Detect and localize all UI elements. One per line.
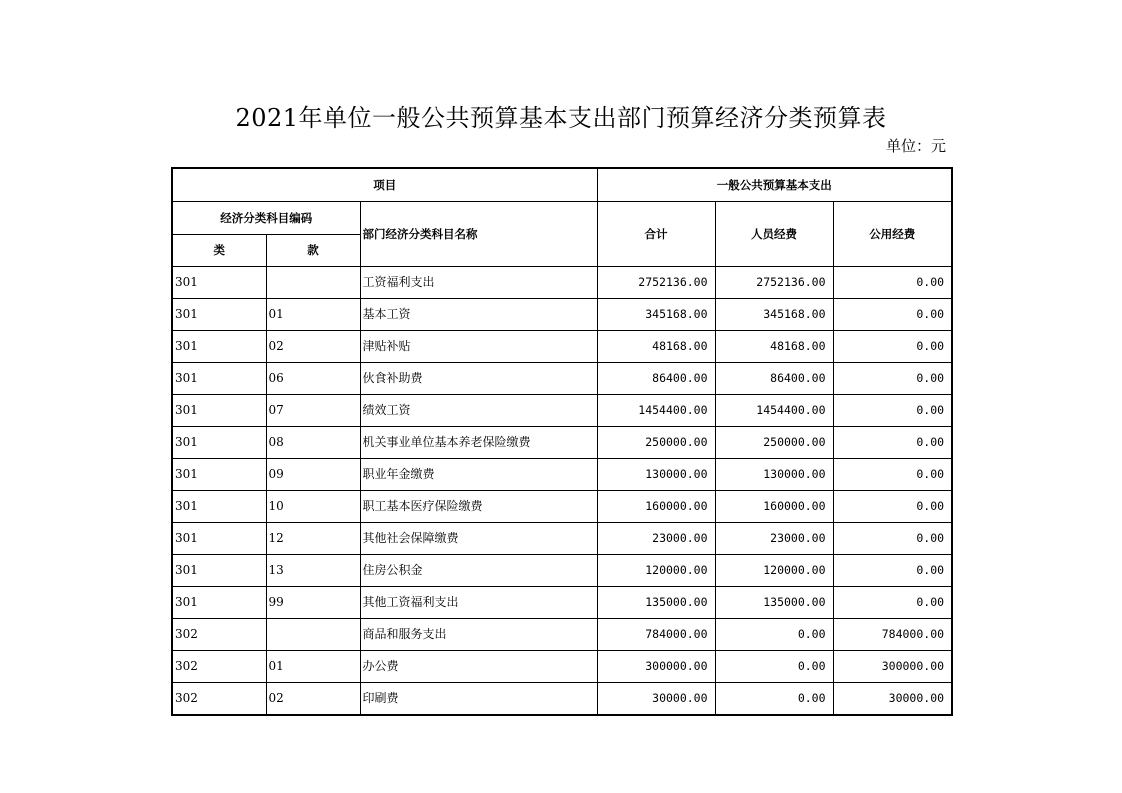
budget-table: [171, 167, 953, 716]
cell-name: 商品和服务支出: [360, 618, 597, 650]
cell-name: 工资福利支出: [360, 266, 597, 298]
table-row: [172, 426, 952, 458]
cell-item: 12: [266, 522, 360, 554]
header-personnel: 人员经费: [715, 201, 833, 266]
table-row: [172, 298, 952, 330]
header-econ-code: 经济分类科目编码: [172, 201, 360, 234]
header-public-funds: 公用经费: [833, 201, 952, 266]
cell-item: 02: [266, 682, 360, 715]
table-row: [172, 522, 952, 554]
cell-public: 0.00: [833, 394, 952, 426]
cell-public: 0.00: [833, 266, 952, 298]
cell-public: 784000.00: [833, 618, 952, 650]
table-row: [172, 650, 952, 682]
cell-name: 办公费: [360, 650, 597, 682]
cell-public: 300000.00: [833, 650, 952, 682]
cell-item: 08: [266, 426, 360, 458]
cell-item: 02: [266, 330, 360, 362]
cell-name: 其他社会保障缴费: [360, 522, 597, 554]
cell-personnel: 2752136.00: [715, 266, 833, 298]
cell-category: 301: [172, 266, 266, 298]
page-title: 2021年单位一般公共预算基本支出部门预算经济分类预算表: [235, 104, 887, 132]
cell-public: 0.00: [833, 362, 952, 394]
cell-public: 30000.00: [833, 682, 952, 715]
cell-item: [266, 266, 360, 298]
cell-personnel: 48168.00: [715, 330, 833, 362]
unit-label: 单位：元: [885, 137, 946, 155]
cell-public: 0.00: [833, 490, 952, 522]
cell-personnel: 130000.00: [715, 458, 833, 490]
cell-item: 09: [266, 458, 360, 490]
cell-personnel: 135000.00: [715, 586, 833, 618]
cell-total: 135000.00: [597, 586, 715, 618]
cell-public: 0.00: [833, 554, 952, 586]
cell-personnel: 0.00: [715, 682, 833, 715]
cell-category: 301: [172, 394, 266, 426]
cell-total: 300000.00: [597, 650, 715, 682]
cell-name: 住房公积金: [360, 554, 597, 586]
header-total: 合计: [597, 201, 715, 266]
table-row: [172, 394, 952, 426]
cell-total: 130000.00: [597, 458, 715, 490]
cell-name: 机关事业单位基本养老保险缴费: [360, 426, 597, 458]
cell-item: 01: [266, 650, 360, 682]
cell-personnel: 1454400.00: [715, 394, 833, 426]
header-item: 款: [266, 234, 360, 266]
cell-category: 302: [172, 650, 266, 682]
cell-total: 250000.00: [597, 426, 715, 458]
cell-public: 0.00: [833, 586, 952, 618]
cell-name: 津贴补贴: [360, 330, 597, 362]
cell-item: 99: [266, 586, 360, 618]
cell-personnel: 250000.00: [715, 426, 833, 458]
cell-item: 07: [266, 394, 360, 426]
cell-total: 1454400.00: [597, 394, 715, 426]
cell-category: 301: [172, 458, 266, 490]
cell-total: 120000.00: [597, 554, 715, 586]
table-row: [172, 458, 952, 490]
cell-personnel: 0.00: [715, 618, 833, 650]
cell-total: 86400.00: [597, 362, 715, 394]
cell-name: 其他工资福利支出: [360, 586, 597, 618]
cell-total: 784000.00: [597, 618, 715, 650]
header-dept-econ-name: 部门经济分类科目名称: [360, 201, 597, 266]
cell-item: 10: [266, 490, 360, 522]
cell-public: 0.00: [833, 522, 952, 554]
cell-category: 301: [172, 586, 266, 618]
cell-name: 职工基本医疗保险缴费: [360, 490, 597, 522]
header-general-budget: 一般公共预算基本支出: [597, 168, 952, 201]
cell-public: 0.00: [833, 458, 952, 490]
cell-public: 0.00: [833, 298, 952, 330]
table-row: [172, 682, 952, 715]
cell-public: 0.00: [833, 330, 952, 362]
table-header: [172, 168, 952, 266]
table-row: [172, 330, 952, 362]
cell-personnel: 23000.00: [715, 522, 833, 554]
cell-personnel: 86400.00: [715, 362, 833, 394]
table-row: [172, 586, 952, 618]
cell-personnel: 345168.00: [715, 298, 833, 330]
cell-item: 01: [266, 298, 360, 330]
table-row: [172, 362, 952, 394]
cell-public: 0.00: [833, 426, 952, 458]
cell-name: 职业年金缴费: [360, 458, 597, 490]
cell-total: 2752136.00: [597, 266, 715, 298]
cell-name: 伙食补助费: [360, 362, 597, 394]
cell-total: 23000.00: [597, 522, 715, 554]
header-project: 项目: [172, 168, 597, 201]
table-row: [172, 618, 952, 650]
cell-item: 06: [266, 362, 360, 394]
cell-category: 301: [172, 554, 266, 586]
cell-name: 印刷费: [360, 682, 597, 715]
cell-total: 30000.00: [597, 682, 715, 715]
cell-category: 301: [172, 362, 266, 394]
cell-category: 301: [172, 298, 266, 330]
cell-total: 48168.00: [597, 330, 715, 362]
cell-personnel: 0.00: [715, 650, 833, 682]
cell-category: 301: [172, 426, 266, 458]
table-row: [172, 490, 952, 522]
cell-name: 绩效工资: [360, 394, 597, 426]
cell-total: 345168.00: [597, 298, 715, 330]
cell-category: 301: [172, 490, 266, 522]
table-row: [172, 266, 952, 298]
table-body: [172, 266, 952, 715]
cell-name: 基本工资: [360, 298, 597, 330]
cell-total: 160000.00: [597, 490, 715, 522]
cell-personnel: 160000.00: [715, 490, 833, 522]
cell-category: 302: [172, 618, 266, 650]
cell-category: 301: [172, 522, 266, 554]
cell-personnel: 120000.00: [715, 554, 833, 586]
cell-item: 13: [266, 554, 360, 586]
cell-item: [266, 618, 360, 650]
cell-category: 302: [172, 682, 266, 715]
table-row: [172, 554, 952, 586]
header-category: 类: [172, 234, 266, 266]
cell-category: 301: [172, 330, 266, 362]
